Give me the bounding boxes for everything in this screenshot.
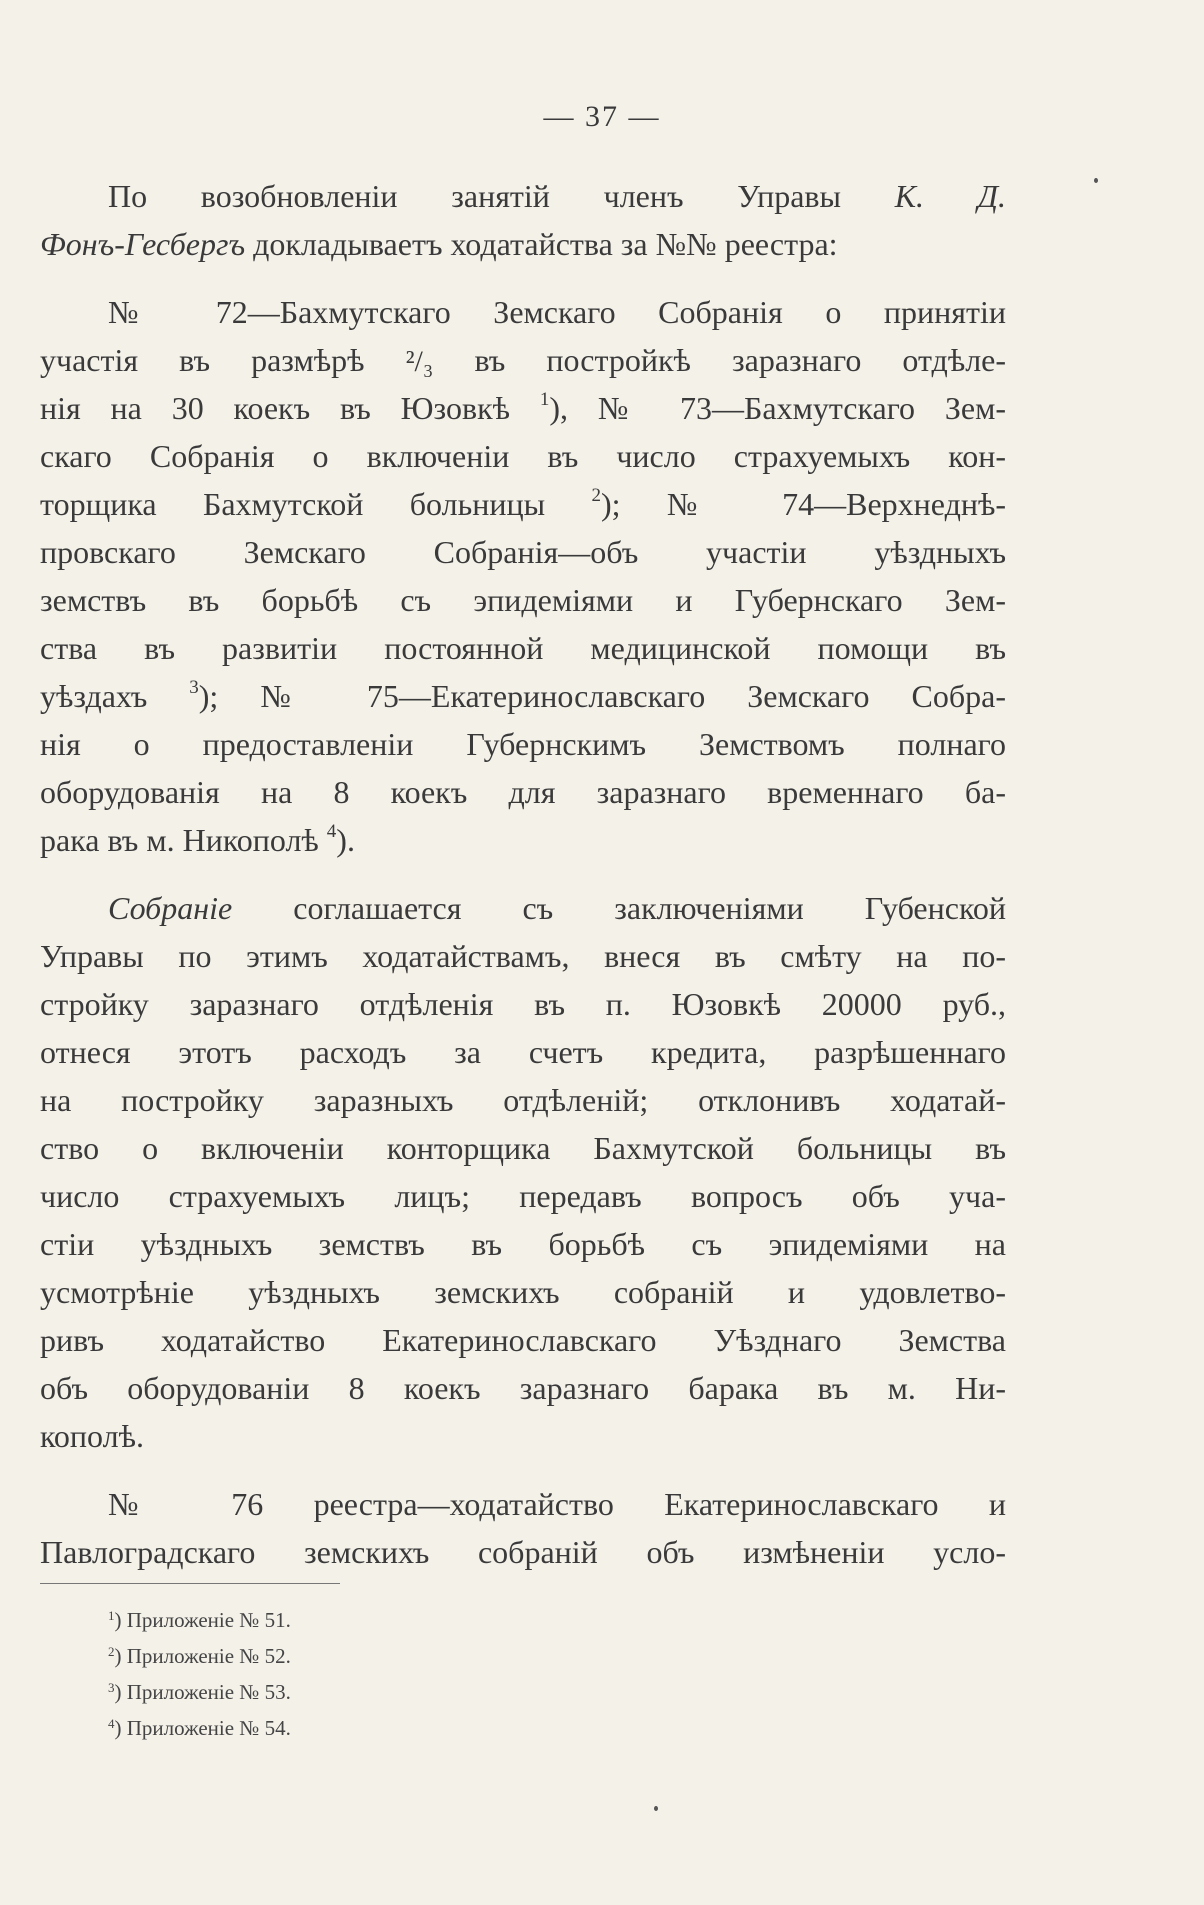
paragraph-2-line-11: оборудованія на 8 коекъ для заразнаго временнаго ба- [40,774,1006,810]
footnote: $^3$) Приложеніе № 53. [108,1680,291,1704]
paragraph-3-line-6: ство о включеніи конторщика Бахмутской больницы въ [40,1130,1006,1166]
paragraph-1-line-2: Фонъ-Гесбергъ докладываетъ ходатайства за №№ реестра: [40,226,838,262]
footnote: $^2$) Приложеніе № 52. [108,1644,291,1668]
paragraph-3-line-9: усмотрѣніе уѣздныхъ земскихъ собраній и удовлетво- [40,1274,1006,1310]
paragraph-4-line-1: № 76 реестра—ходатайство Екатеринославскаго и [108,1486,1006,1522]
paper-speck [654,1806,658,1811]
body-text [40,172,1006,1576]
fraction: ²/₃ [405,345,434,378]
footnotes [108,1602,291,1746]
paragraph-3-line-8: стіи уѣздныхъ земствъ въ борьбѣ съ эпидеміями на [40,1226,1006,1262]
paragraph-2-line-10: нія о предоставленіи Губернскимъ Земствомъ полнаго [40,726,1006,762]
paragraph-2-line-4: скаго Собранія о включеніи въ число страхуемыхъ кон- [40,438,1006,474]
paragraph-2-line-8: ства въ развитіи постоянной медицинской помощи въ [40,630,1006,666]
footnote: $^1$) Приложеніе № 51. [108,1608,291,1632]
paragraph-3-line-10: ривъ ходатайство Екатеринославскаго Уѣзднаго Земства [40,1322,1006,1358]
footnote-ref: 1 [539,389,550,410]
paragraph-3-line-11: объ оборудованіи 8 коекъ заразнаго барака въ м. Ни- [40,1370,1006,1406]
paragraph-3-line-3: стройку заразнаго отдѣленія въ п. Юзовкѣ 20000 руб., [40,986,1006,1022]
paragraph-4-line-2: Павлоградскаго земскихъ собраній объ измѣненіи усло- [40,1534,1006,1570]
footnote-ref: 4 [326,821,337,842]
paragraph-2-line-2: участія въ размѣрѣ ²/₃ въ постройкѣ заразнаго отдѣле- [40,342,1007,378]
paragraph-3-line-12: кополѣ. [40,1418,144,1454]
paragraph-3-line-7: число страхуемыхъ лицъ; передавъ вопросъ объ уча- [40,1178,1006,1214]
paragraph-2-line-7: земствъ въ борьбѣ съ эпидеміями и Губернскаго Зем- [40,582,1006,618]
assembly-word: Собраніе [108,890,233,926]
paragraph-2-line-6: провскаго Земскаго Собранія—объ участіи уѣздныхъ [40,534,1006,570]
paragraph-3-line-4: отнеся этотъ расходъ за счетъ кредита, разрѣшеннаго [40,1034,1006,1070]
paragraph-2-line-3: нія на 30 коекъ въ Юзовкѣ $^1$), № 73—Бахмутскаго Зем- [40,389,1007,426]
paragraph-2-line-9: уѣздахъ $^3$); № 75—Екатеринославскаго Земскаго Собра- [40,677,1006,714]
paragraph-2-line-12: рака въ м. Никополѣ $^4$). [40,821,355,858]
paragraph-2-line-1: № 72—Бахмутскаго Земскаго Собранія о принятіи [108,294,1006,330]
paragraph-3-line-5: на постройку заразныхъ отдѣленій; отклонивъ ходатай- [40,1082,1006,1118]
paper-speck [1094,178,1098,183]
footnote-ref: 2 [591,485,601,506]
page-number: — 37 — [543,100,661,133]
paragraph-3-line-1: Собраніе соглашается съ заключеніями Губенской [108,890,1007,926]
footnote-ref: 3 [189,677,199,698]
paragraph-2-line-5: торщика Бахмутской больницы $^2$); № 74—Верхнеднѣ- [40,485,1007,522]
paragraph-1-line-1: По возобновленіи занятій членъ Управы К. Д. [108,178,1006,214]
member-initials: К. Д. [894,178,1006,214]
footnote: $^4$) Приложеніе № 54. [108,1716,291,1740]
paragraph-3-line-2: Управы по этимъ ходатайствамъ, внеся въ смѣту на по- [40,938,1006,974]
member-surname: Фонъ-Гесбергъ [40,226,246,262]
footnote-divider [40,1583,340,1584]
